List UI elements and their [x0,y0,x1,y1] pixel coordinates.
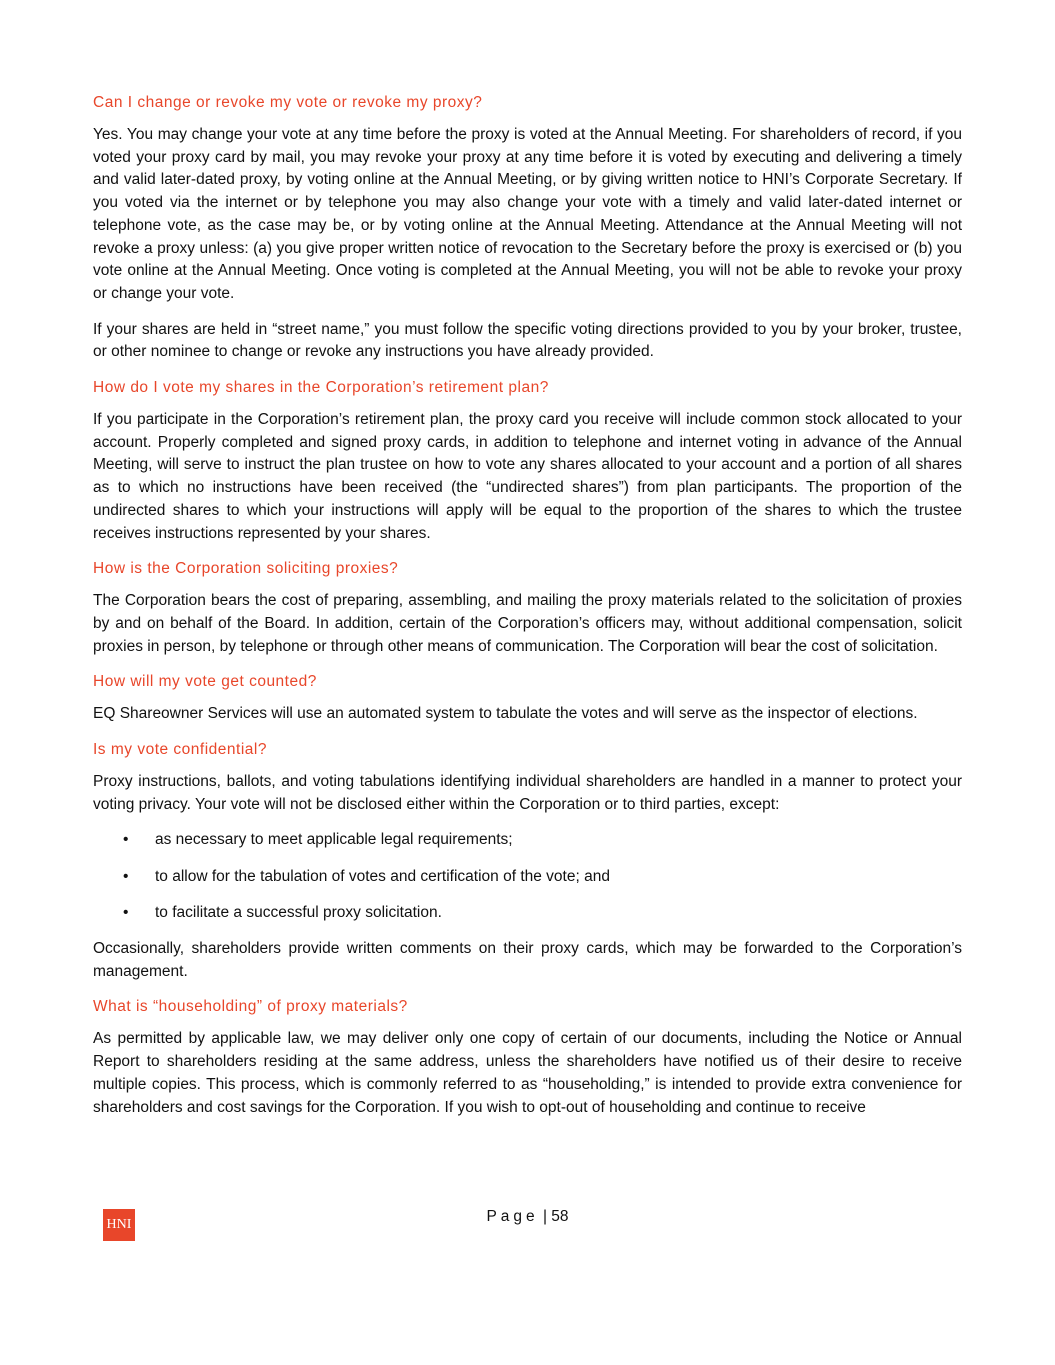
answer-paragraph: The Corporation bears the cost of preparing, assembling, and mailing the proxy materials related to the solicitation of proxies by and on behalf of the Board. In addition, certain of the Corporation’s officers may, without additional compensation, solicit proxies in person, by telephone or through other means of communication. The Corporation will bear the cost of solicitation. [93,592,962,655]
answer-paragraph: If you participate in the Corporation’s retirement plan, the proxy card you receive will include common stock allocated to your account. Properly completed and signed proxy cards, in addition to telephone and internet voting in advance of the Annual Meeting, will serve to instruct the plan trustee on how to vote any shares allocated to your account and a portion of all shares as to which no instructions have been received (the “undirected shares”) from plan participants. The proportion of the undirected shares to which your instructions will apply will be equal to the proportion of the shares to which the trustee receives instructions represented by your shares. [93,411,962,542]
list-item [93,902,962,925]
bullet-icon: • [123,831,129,849]
page-footer [0,1208,1055,1226]
bullet-icon: • [123,867,129,885]
question-heading: How is the Corporation soliciting proxies? [93,560,399,578]
page-label: Page [486,1208,539,1225]
document-body [93,92,962,1132]
list-item-text: to facilitate a successful proxy solicitation. [155,903,442,921]
hni-logo: HNI [103,1209,135,1241]
question-heading: How will my vote get counted? [93,673,317,691]
exceptions-list [93,829,962,924]
question-heading: Can I change or revoke my vote or revoke my proxy? [93,94,483,111]
answer-paragraph: As permitted by applicable law, we may deliver only one copy of certain of our documents, including the Notice or Annual Report to shareholders residing at the same address, unless the shareholders have notified us of their desire to receive multiple copies. This process, which is commonly referred to as “householding,” is intended to provide extra convenience for shareholders and cost savings for the Corporation. If you wish to opt-out of householding and continue to receive [93,1030,962,1116]
answer-paragraph: Yes. You may change your vote at any time before the proxy is voted at the Annual Meeting. For shareholders of record, if you voted your proxy card by mail, you may revoke your proxy at any time before it is voted by executing and delivering a timely and valid later-dated proxy, by voting online at the Annual Meeting, or by giving written notice to HNI’s Corporate Secretary. If you voted via the internet or by telephone you may also change your vote with a timely and valid later-dated internet or telephone vote, as the case may be, or by voting online at the Annual Meeting. Attendance at the Annual Meeting will not revoke a proxy unless: (a) you give proper written notice of revocation to the Secretary before the proxy is exercised or (b) you vote online at the Annual Meeting. Once voting is completed at the Annual Meeting, you will not be able to revoke your proxy or change your vote. [93,126,962,302]
question-heading: Is my vote confidential? [93,741,267,759]
list-item [93,866,962,889]
answer-paragraph: If your shares are held in “street name,” you must follow the specific voting directions provided to you by your broker, trustee, or other nominee to change or revoke any instructions you have already provided. [93,320,962,361]
list-item-text: to allow for the tabulation of votes and certification of the vote; and [155,867,610,885]
question-heading: How do I vote my shares in the Corporation’s retirement plan? [93,379,549,397]
bullet-icon: • [123,903,129,921]
page-separator: | [542,1208,547,1225]
question-heading: What is “householding” of proxy materials? [93,998,408,1016]
answer-paragraph: Occasionally, shareholders provide written comments on their proxy cards, which may be forwarded to the Corporation’s management. [93,940,962,980]
page-number: 58 [551,1208,569,1225]
answer-paragraph: EQ Shareowner Services will use an automated system to tabulate the votes and will serve as the inspector of elections. [93,705,918,723]
list-item [93,829,962,852]
list-item-text: as necessary to meet applicable legal requirements; [155,831,513,849]
answer-paragraph: Proxy instructions, ballots, and voting tabulations identifying individual shareholders are handled in a manner to protect your voting privacy. Your vote will not be disclosed either within the Corporation or to third parties, except: [93,773,962,813]
